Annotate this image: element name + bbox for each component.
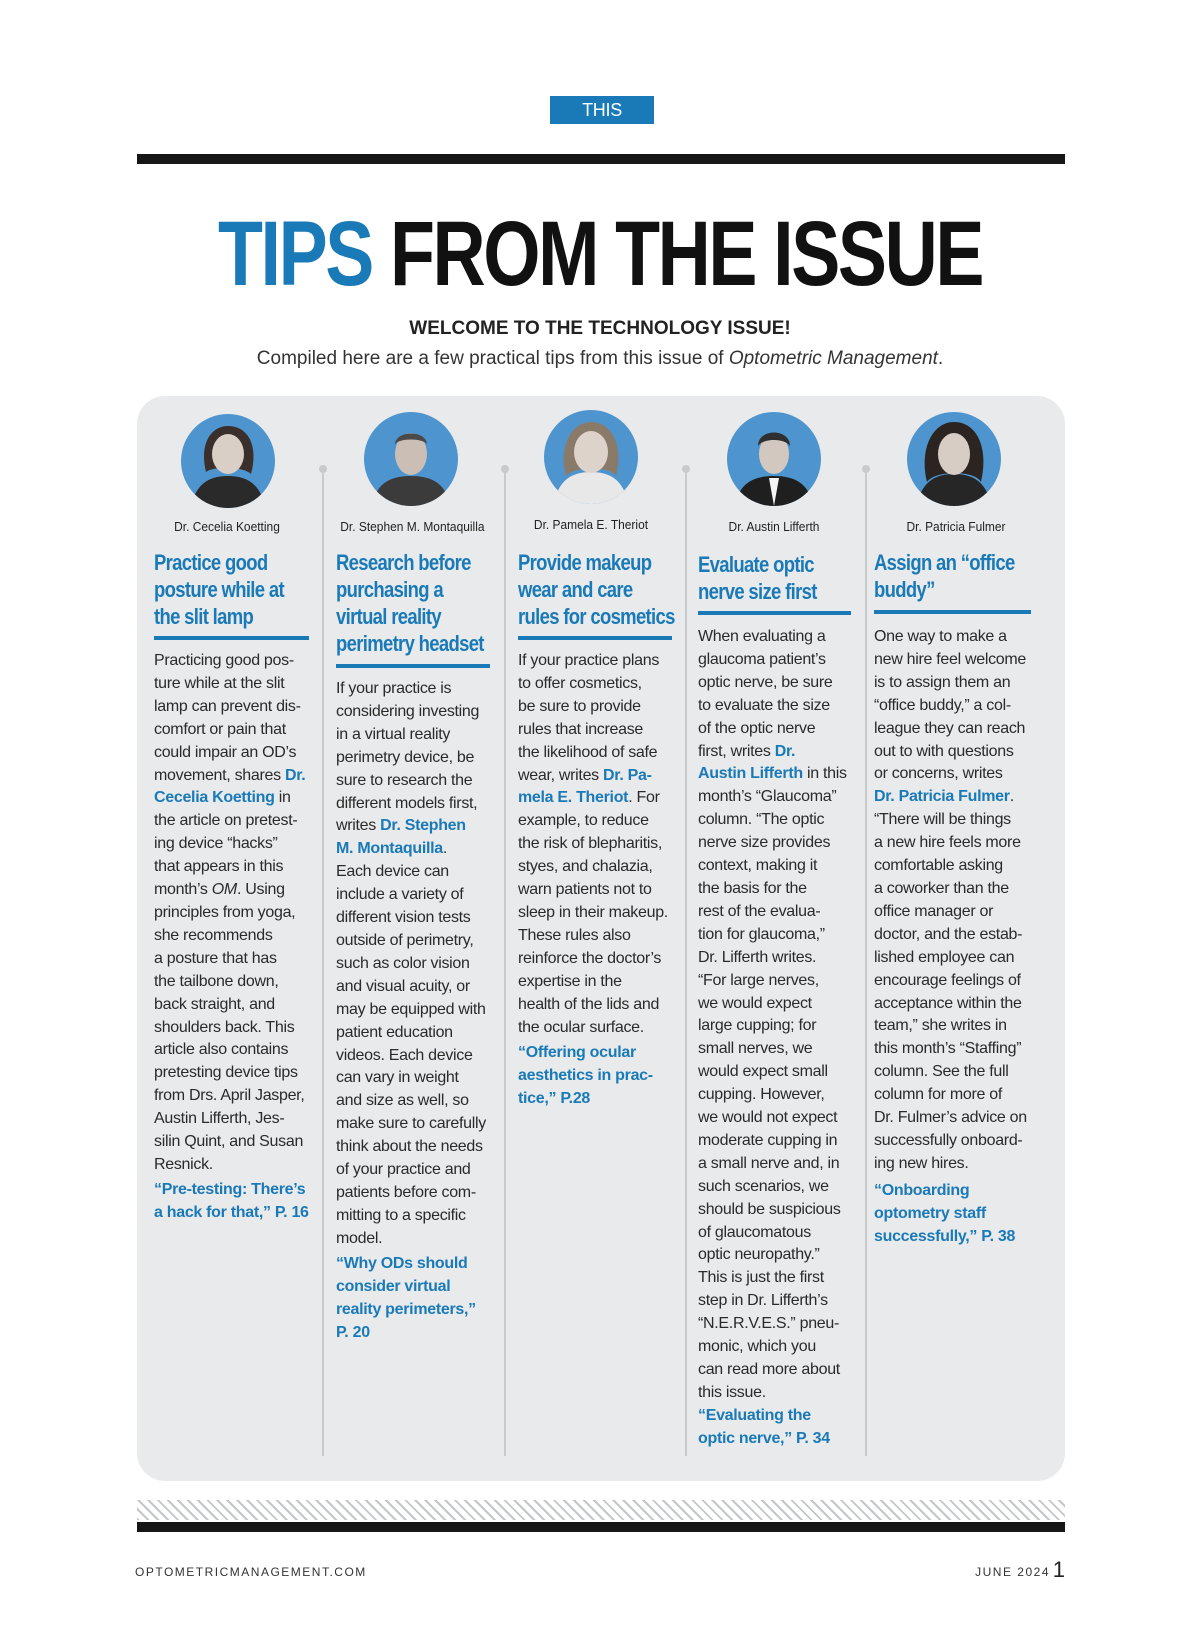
avatar <box>364 412 458 506</box>
tip-headline <box>154 549 314 630</box>
tip-body: Practicing good pos- ture while at the slit lamp can prevent dis- comfort or pain that could impair an OD’s movement, shares Dr. Cecelia Koetting in the article on pretest- ing device “hacks” that appears in this month’s OM. Using principles from yoga, she recommends a posture that has the tailbone down, back straight, and shoulders back. This article also contains pretesting device tips from Drs. April Jasper, Austin Lifferth, Jes- silin Quint, and Susan Resnick. <box>154 652 306 1173</box>
article-reference[interactable]: “Evaluating the optic nerve,” P. 34 <box>698 1407 830 1447</box>
issue-date: JUNE 2024 <box>975 1565 1050 1579</box>
website-link[interactable]: OPTOMETRICMANAGEMENT.COM <box>135 1565 367 1579</box>
tip-headline <box>336 549 496 657</box>
avatar <box>727 412 821 506</box>
page-number: 1 <box>1052 1557 1065 1582</box>
tip-headline-text: Research before purchasing a virtual reality perimetry headset <box>336 550 484 656</box>
column-divider <box>504 470 506 1456</box>
tip-body: When evaluating a glaucoma patient’s optic nerve, be sure to evaluate the size of the optic nerve first, writes Dr. Austin Lifferth in this month’s “Glaucoma” column. “The optic nerve size provides context, making it the basis for the rest of the evalua- tion for glaucoma,” Dr. Lifferth writes. “For large nerves, we would expect large cupping; for small nerves, we would expect small cupping. However, we would not expect moderate cupping in a small nerve and, in such scenarios, we should be suspicious of glaucomatous optic neuropathy.” This is just the first step in Dr. Lifferth’s “N.E.R.V.E.S.” pneu- monic, which you can read more about this issue. <box>698 628 847 1401</box>
title-tips: TIPS <box>217 203 372 305</box>
article-reference[interactable]: “Onboarding optometry staff successfully,” P. 38 <box>874 1182 1016 1245</box>
hatched-band <box>137 1500 1065 1520</box>
tip-headline-text: Assign an “office buddy” <box>874 550 1015 602</box>
tip-headline-text: Practice good posture while at the slit lamp <box>154 550 284 629</box>
avatar <box>544 410 638 504</box>
article-reference[interactable]: “Pre-testing: There’s a hack for that,” P. 16 <box>154 1181 309 1221</box>
tip-headline <box>518 549 678 630</box>
intro-text-lead: Compiled here are a few practical tips from this issue of <box>256 348 729 369</box>
avatar <box>181 414 275 508</box>
tip-headline <box>698 551 858 605</box>
tip-body: If your practice plans to offer cosmetics, be sure to provide rules that increase the likelihood of safe wear, writes Dr. Pa- mela E. Theriot. For example, to reduce the risk of blepharitis, styes, and chalazia, warn patients not to sleep in their makeup. These rules also reinforce the doctor’s expertise in the health of the lids and the ocular surface. <box>518 652 668 1036</box>
title-rest: FROM THE ISSUE <box>371 203 983 305</box>
article-reference[interactable]: “Why ODs should consider virtual reality perimeters,” P. 20 <box>336 1255 476 1341</box>
top-rule <box>137 154 1065 164</box>
bottom-rule <box>137 1522 1065 1532</box>
headline-rule <box>154 636 309 640</box>
avatar <box>907 412 1001 506</box>
headline-rule <box>698 611 851 615</box>
publication-name: Optometric Management <box>728 348 938 369</box>
column-divider <box>865 470 867 1456</box>
headline-rule <box>874 610 1031 614</box>
tip-body: If your practice is considering investing in a virtual reality perimetry device, be sure to research the different models first, writes Dr. Stephen M. Montaquilla. Each device can include a variety of different vision tests outside of perimetry, such as color vision and visual acuity, or may be equipped with patient education videos. Each device can vary in weight and size as well, so make sure to carefully think about the needs of your practice and patients before com- mitting to a specific model. <box>336 680 486 1247</box>
column-divider <box>685 470 687 1456</box>
doctor-name: Dr. Cecelia Koetting <box>174 519 280 534</box>
doctor-name: Dr. Patricia Fulmer <box>906 519 1006 534</box>
intro-text-end: . <box>937 348 944 369</box>
section-tag: THIS MONTH <box>550 96 654 124</box>
headline-rule <box>336 664 490 668</box>
welcome-heading: WELCOME TO THE TECHNOLOGY ISSUE! <box>409 318 791 339</box>
headline-rule <box>518 636 672 640</box>
column-divider <box>322 470 324 1456</box>
article-reference[interactable]: “Offering ocular aesthetics in prac- tice,” P.28 <box>518 1044 653 1107</box>
intro-text <box>0 348 1200 370</box>
tip-body: One way to make a new hire feel welcome is to assign them an “office buddy,” a col- league they can reach out to with questions or concerns, writes Dr. Patricia Fulmer. “There will be things a new hire feels more comfortable asking a coworker than the office manager or doctor, and the estab- lished employee can encourage feelings of acceptance within the team,” she writes in this month’s “Staffing” column. See the full column for more of Dr. Fulmer’s advice on successfully onboard- ing new hires. <box>874 628 1027 1172</box>
page-title <box>120 204 1080 304</box>
doctor-name: Dr. Stephen M. Montaquilla <box>340 519 485 534</box>
tip-headline <box>874 549 1034 603</box>
tip-headline-text: Provide makeup wear and care rules for cosmetics <box>518 550 675 629</box>
doctor-name: Dr. Austin Lifferth <box>728 519 820 534</box>
doctor-name: Dr. Pamela E. Theriot <box>533 517 649 532</box>
tip-headline-text: Evaluate optic nerve size first <box>698 552 817 604</box>
